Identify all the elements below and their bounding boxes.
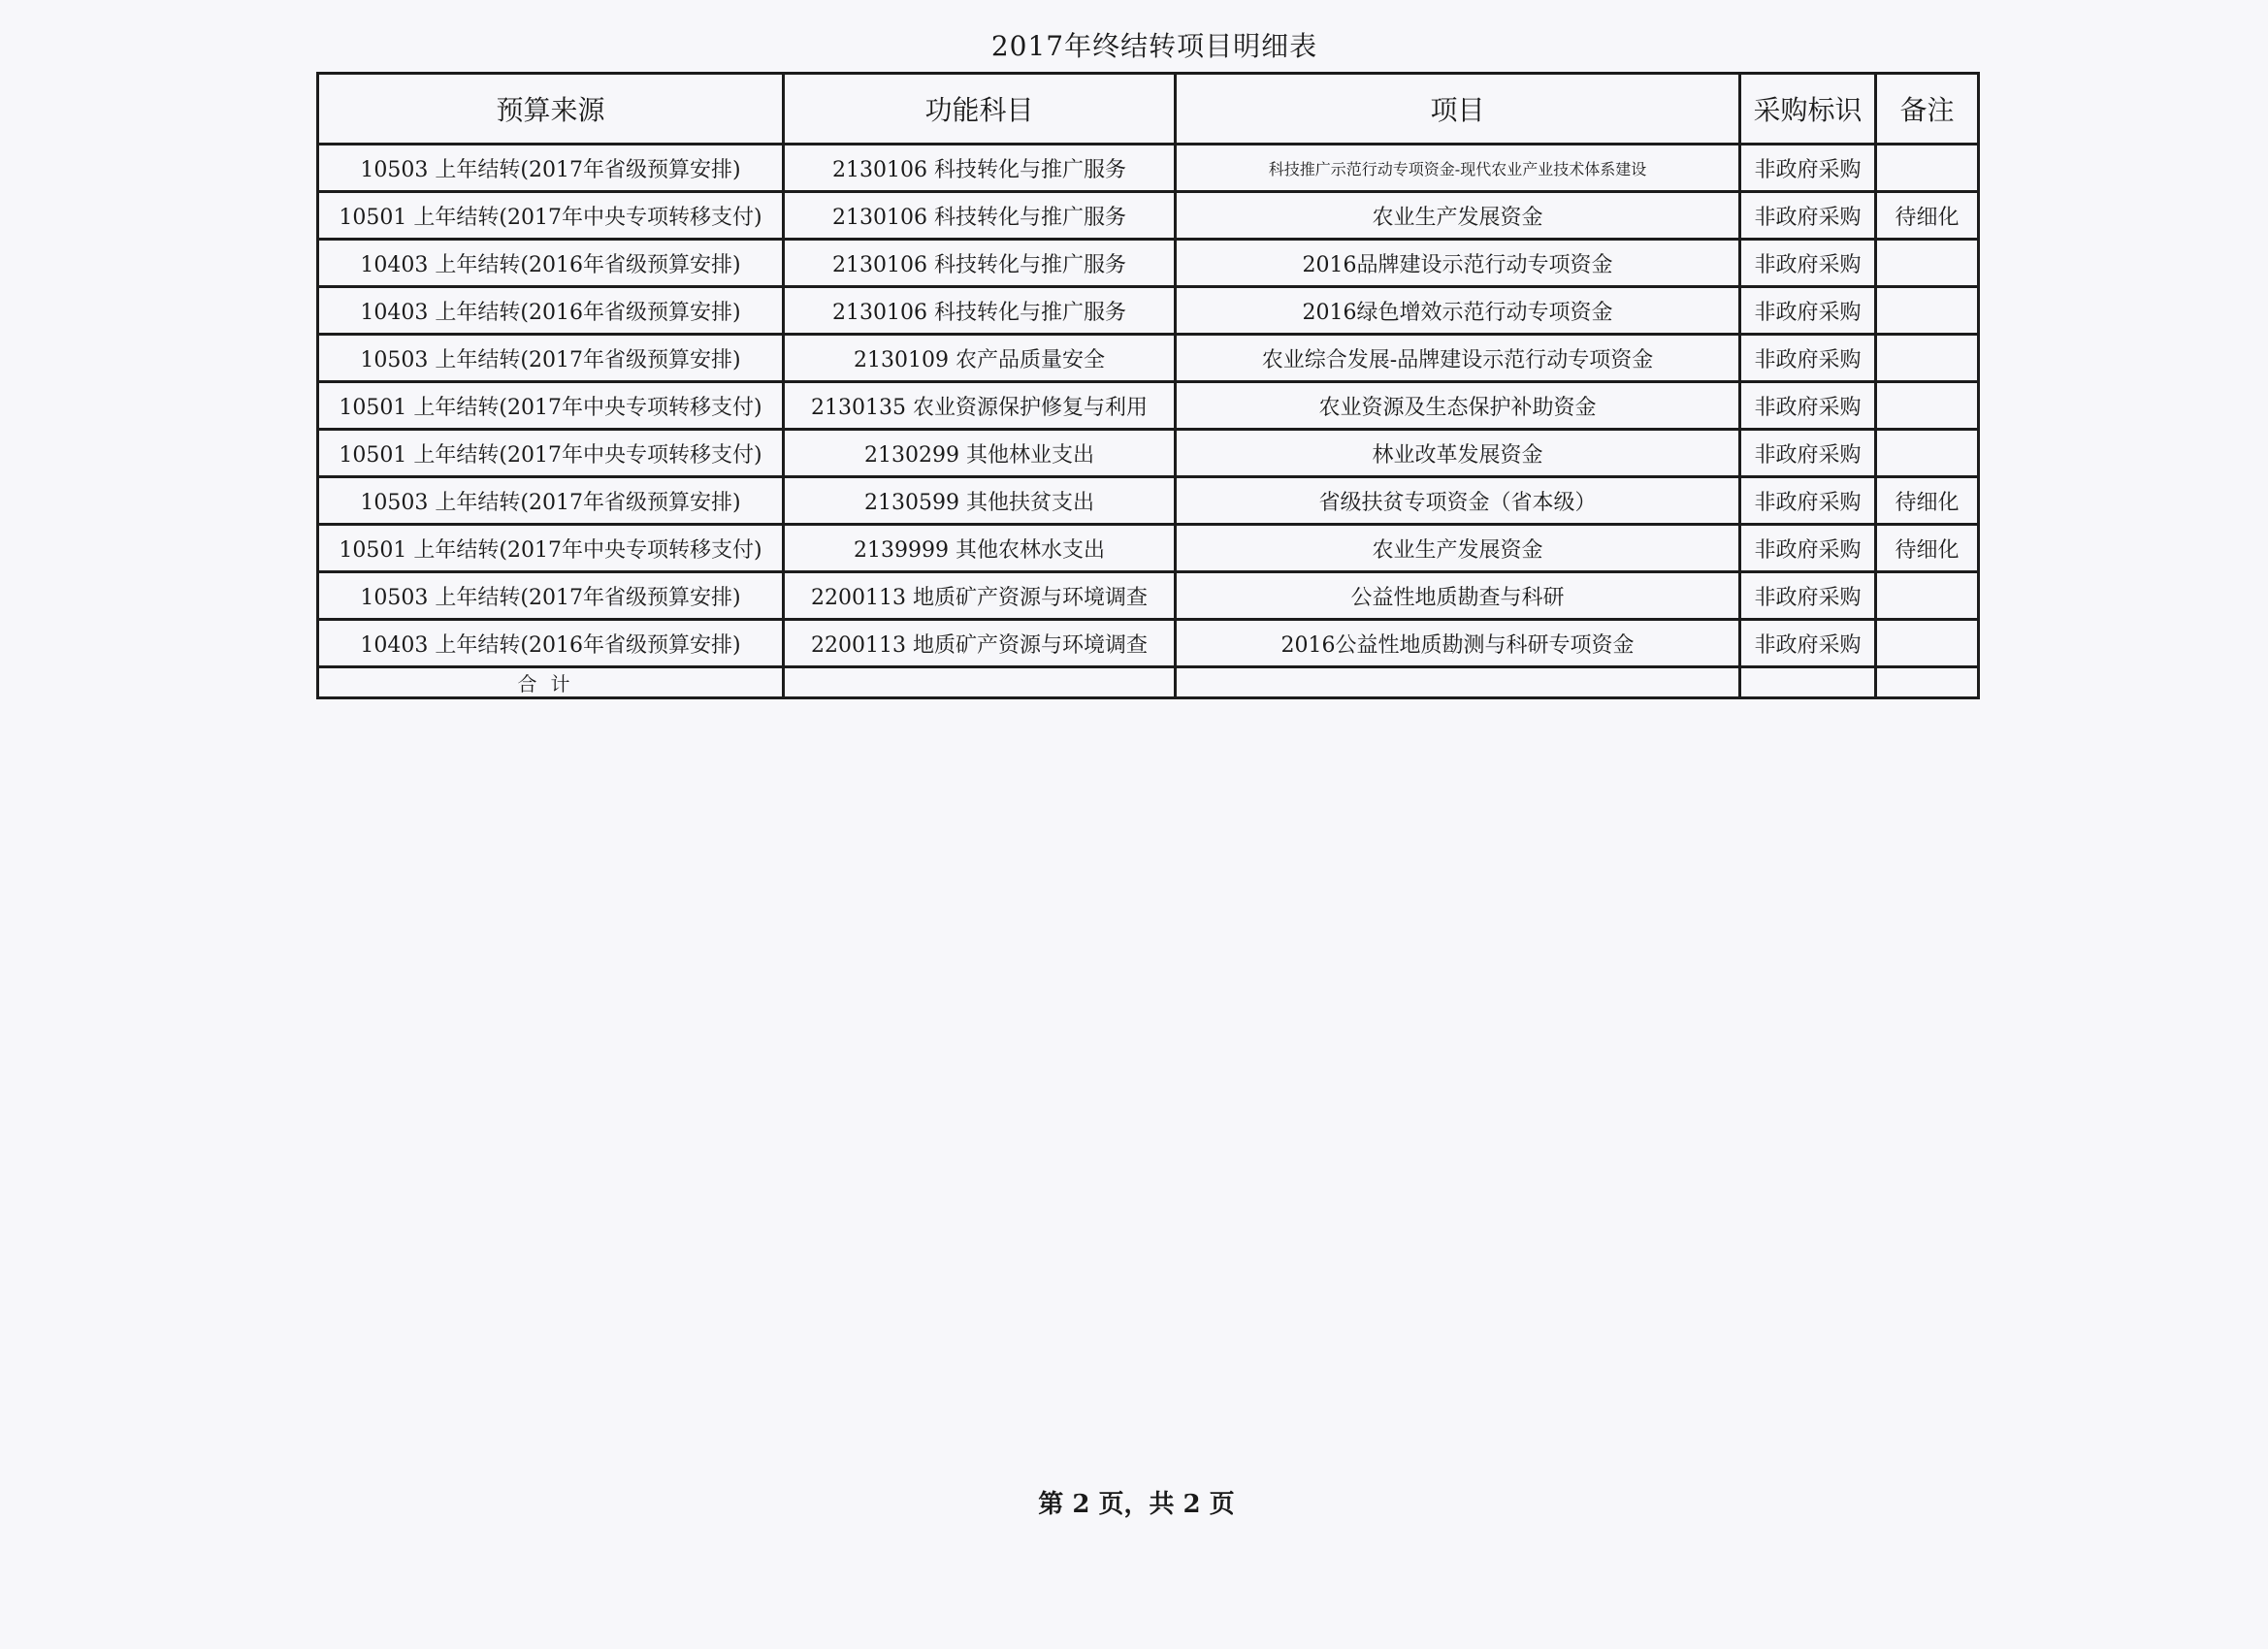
cell-remark — [1876, 240, 1979, 287]
table-row — [318, 525, 1979, 572]
table-total-row — [318, 667, 1979, 698]
cell-function-subject: 2130599 其他扶贫支出 — [784, 477, 1176, 525]
cell-procurement-flag: 非政府采购 — [1740, 477, 1876, 525]
table-header-row — [318, 74, 1979, 145]
cell-function-subject: 2130299 其他林业支出 — [784, 430, 1176, 477]
cell-remark — [1876, 382, 1979, 430]
cell-function-subject: 2130109 农产品质量安全 — [784, 335, 1176, 382]
cell-budget-source: 10403 上年结转(2016年省级预算安排) — [318, 620, 784, 667]
cell-function-subject: 2200113 地质矿产资源与环境调查 — [784, 620, 1176, 667]
cell-project: 农业资源及生态保护补助资金 — [1176, 382, 1740, 430]
cell-function-subject: 2200113 地质矿产资源与环境调查 — [784, 572, 1176, 620]
cell-total-empty — [1876, 667, 1979, 698]
cell-project: 2016绿色增效示范行动专项资金 — [1176, 287, 1740, 335]
table-row — [318, 382, 1979, 430]
cell-budget-source: 10403 上年结转(2016年省级预算安排) — [318, 287, 784, 335]
carryover-project-table — [316, 72, 1980, 699]
header-project: 项目 — [1176, 74, 1740, 145]
cell-remark: 待细化 — [1876, 192, 1979, 240]
cell-remark — [1876, 572, 1979, 620]
cell-budget-source: 10501 上年结转(2017年中央专项转移支付) — [318, 525, 784, 572]
cell-budget-source: 10501 上年结转(2017年中央专项转移支付) — [318, 192, 784, 240]
cell-procurement-flag: 非政府采购 — [1740, 287, 1876, 335]
cell-project: 农业综合发展-品牌建设示范行动专项资金 — [1176, 335, 1740, 382]
header-function-subject: 功能科目 — [784, 74, 1176, 145]
cell-project: 科技推广示范行动专项资金-现代农业产业技术体系建设 — [1176, 145, 1740, 192]
cell-remark — [1876, 430, 1979, 477]
table-row — [318, 430, 1979, 477]
cell-procurement-flag: 非政府采购 — [1740, 335, 1876, 382]
cell-total-empty — [784, 667, 1176, 698]
cell-procurement-flag: 非政府采购 — [1740, 382, 1876, 430]
table-row — [318, 145, 1979, 192]
table-row — [318, 240, 1979, 287]
header-procurement-flag: 采购标识 — [1740, 74, 1876, 145]
cell-project: 公益性地质勘查与科研 — [1176, 572, 1740, 620]
cell-total-label: 合计 — [318, 667, 784, 698]
cell-project: 2016品牌建设示范行动专项资金 — [1176, 240, 1740, 287]
cell-function-subject: 2130106 科技转化与推广服务 — [784, 240, 1176, 287]
cell-project: 2016公益性地质勘测与科研专项资金 — [1176, 620, 1740, 667]
cell-procurement-flag: 非政府采购 — [1740, 525, 1876, 572]
table-row — [318, 620, 1979, 667]
cell-function-subject: 2139999 其他农林水支出 — [784, 525, 1176, 572]
cell-function-subject: 2130106 科技转化与推广服务 — [784, 145, 1176, 192]
cell-budget-source: 10501 上年结转(2017年中央专项转移支付) — [318, 430, 784, 477]
cell-procurement-flag: 非政府采购 — [1740, 572, 1876, 620]
cell-remark — [1876, 287, 1979, 335]
cell-remark — [1876, 335, 1979, 382]
cell-remark — [1876, 145, 1979, 192]
cell-project: 农业生产发展资金 — [1176, 192, 1740, 240]
cell-remark — [1876, 620, 1979, 667]
cell-budget-source: 10503 上年结转(2017年省级预算安排) — [318, 145, 784, 192]
cell-budget-source: 10403 上年结转(2016年省级预算安排) — [318, 240, 784, 287]
cell-project: 林业改革发展资金 — [1176, 430, 1740, 477]
cell-budget-source: 10503 上年结转(2017年省级预算安排) — [318, 335, 784, 382]
page-number-footer: 第 2 页，共 2 页 — [1038, 1490, 1235, 1519]
cell-procurement-flag: 非政府采购 — [1740, 620, 1876, 667]
cell-remark: 待细化 — [1876, 477, 1979, 525]
cell-project: 农业生产发展资金 — [1176, 525, 1740, 572]
cell-remark: 待细化 — [1876, 525, 1979, 572]
cell-total-empty — [1740, 667, 1876, 698]
cell-procurement-flag: 非政府采购 — [1740, 145, 1876, 192]
table-row — [318, 287, 1979, 335]
cell-budget-source: 10501 上年结转(2017年中央专项转移支付) — [318, 382, 784, 430]
cell-procurement-flag: 非政府采购 — [1740, 240, 1876, 287]
table-row — [318, 335, 1979, 382]
cell-function-subject: 2130106 科技转化与推广服务 — [784, 287, 1176, 335]
table-row — [318, 572, 1979, 620]
cell-budget-source: 10503 上年结转(2017年省级预算安排) — [318, 477, 784, 525]
document-title: 2017年终结转项目明细表 — [990, 30, 1318, 62]
table-row — [318, 192, 1979, 240]
header-remark: 备注 — [1876, 74, 1979, 145]
cell-budget-source: 10503 上年结转(2017年省级预算安排) — [318, 572, 784, 620]
cell-total-empty — [1176, 667, 1740, 698]
cell-function-subject: 2130135 农业资源保护修复与利用 — [784, 382, 1176, 430]
cell-procurement-flag: 非政府采购 — [1740, 192, 1876, 240]
header-budget-source: 预算来源 — [318, 74, 784, 145]
cell-procurement-flag: 非政府采购 — [1740, 430, 1876, 477]
table-row — [318, 477, 1979, 525]
cell-function-subject: 2130106 科技转化与推广服务 — [784, 192, 1176, 240]
cell-project: 省级扶贫专项资金（省本级） — [1176, 477, 1740, 525]
